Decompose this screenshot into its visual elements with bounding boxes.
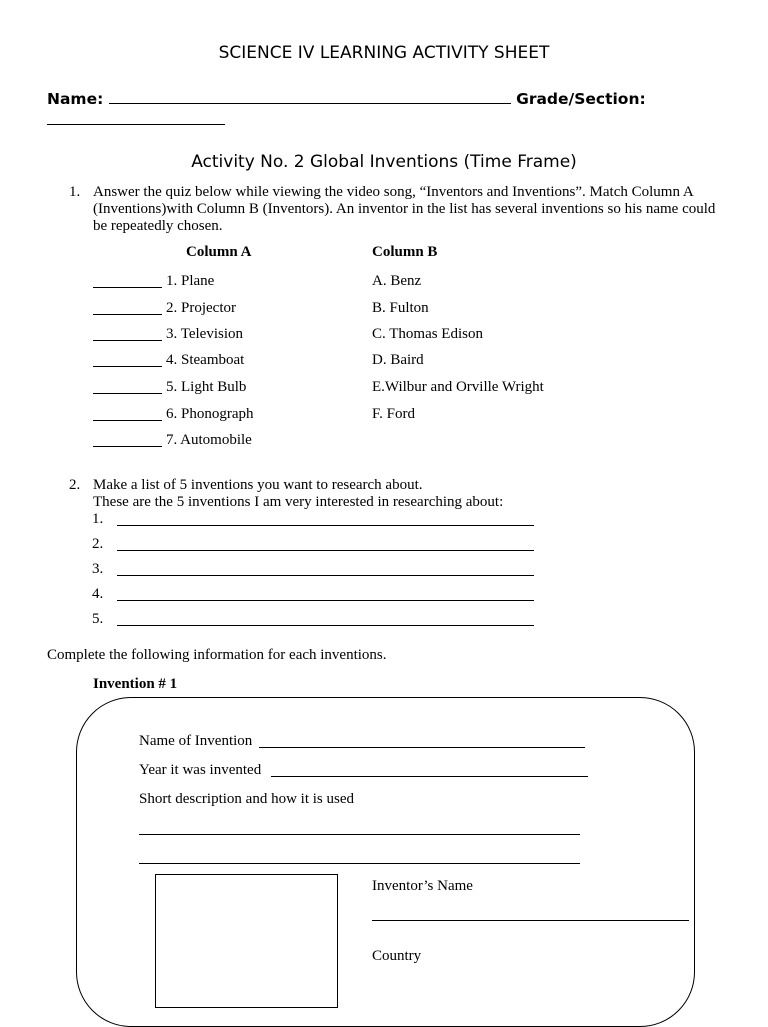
list-item: D. Baird: [372, 352, 424, 368]
list-item: C. Thomas Edison: [372, 326, 483, 342]
answer-blank[interactable]: [93, 366, 162, 367]
list-item: E.Wilbur and Orville Wright: [372, 379, 544, 395]
answer-blank[interactable]: [93, 446, 162, 447]
list-item: 6. Phonograph: [166, 406, 254, 422]
research-line[interactable]: [117, 600, 534, 601]
year-invented-label: Year it was invented: [139, 762, 262, 778]
answer-blank[interactable]: [93, 314, 162, 315]
list-item-number: 5.: [92, 611, 104, 627]
answer-blank[interactable]: [93, 287, 162, 288]
page-title: SCIENCE IV LEARNING ACTIVITY SHEET: [218, 43, 550, 63]
short-description-label: Short description and how it is used: [139, 791, 354, 807]
question-1-text: Answer the quiz below while viewing the video song, “Inventors and Inventions”. Match Column A (Inventions)with Column B (Inventors). An inventor in the list has several inventions so his name could be repeatedly chosen.: [93, 184, 716, 234]
activity-title: Activity No. 2 Global Inventions (Time Frame): [191, 152, 577, 172]
question-2-text: Make a list of 5 inventions you want to research about.: [93, 477, 423, 493]
inventors-name-label: Inventor’s Name: [372, 878, 473, 894]
question-2-number: 2.: [69, 477, 81, 493]
list-item-number: 4.: [92, 586, 104, 602]
country-label: Country: [372, 948, 422, 964]
list-item: B. Fulton: [372, 300, 429, 316]
picture-box[interactable]: [155, 874, 338, 1008]
name-field[interactable]: [109, 89, 511, 104]
grade-section-field[interactable]: [47, 124, 225, 125]
list-item: F. Ford: [372, 406, 415, 422]
question-1-number: 1.: [69, 184, 81, 200]
list-item: 4. Steamboat: [166, 352, 245, 368]
name-of-invention-field[interactable]: [259, 747, 585, 748]
research-line[interactable]: [117, 575, 534, 576]
list-item: 5. Light Bulb: [166, 379, 247, 395]
complete-instruction: Complete the following information for each inventions.: [47, 647, 387, 663]
research-line[interactable]: [117, 525, 534, 526]
list-item: 3. Television: [166, 326, 243, 342]
research-line[interactable]: [117, 550, 534, 551]
list-item-number: 2.: [92, 536, 104, 552]
answer-blank[interactable]: [93, 340, 162, 341]
research-line[interactable]: [117, 625, 534, 626]
name-grade-row: [47, 89, 646, 108]
name-of-invention-label: Name of Invention: [139, 733, 253, 749]
column-b-header: Column B: [372, 244, 438, 260]
list-item: 1. Plane: [166, 273, 215, 289]
description-line[interactable]: [139, 863, 580, 864]
description-line[interactable]: [139, 834, 580, 835]
list-item-number: 3.: [92, 561, 104, 577]
answer-blank[interactable]: [93, 393, 162, 394]
list-item-number: 1.: [92, 511, 104, 527]
list-item: A. Benz: [372, 273, 422, 289]
question-2-subtext: These are the 5 inventions I am very interested in researching about:: [93, 494, 504, 510]
name-label: Name:: [47, 90, 104, 108]
invention-label: Invention # 1: [93, 676, 178, 692]
list-item: 2. Projector: [166, 300, 236, 316]
list-item: 7. Automobile: [166, 432, 252, 448]
grade-section-label: Grade/Section:: [516, 90, 646, 108]
inventors-name-field[interactable]: [372, 920, 689, 921]
year-invented-field[interactable]: [271, 776, 588, 777]
answer-blank[interactable]: [93, 420, 162, 421]
column-a-header: Column A: [186, 244, 252, 260]
